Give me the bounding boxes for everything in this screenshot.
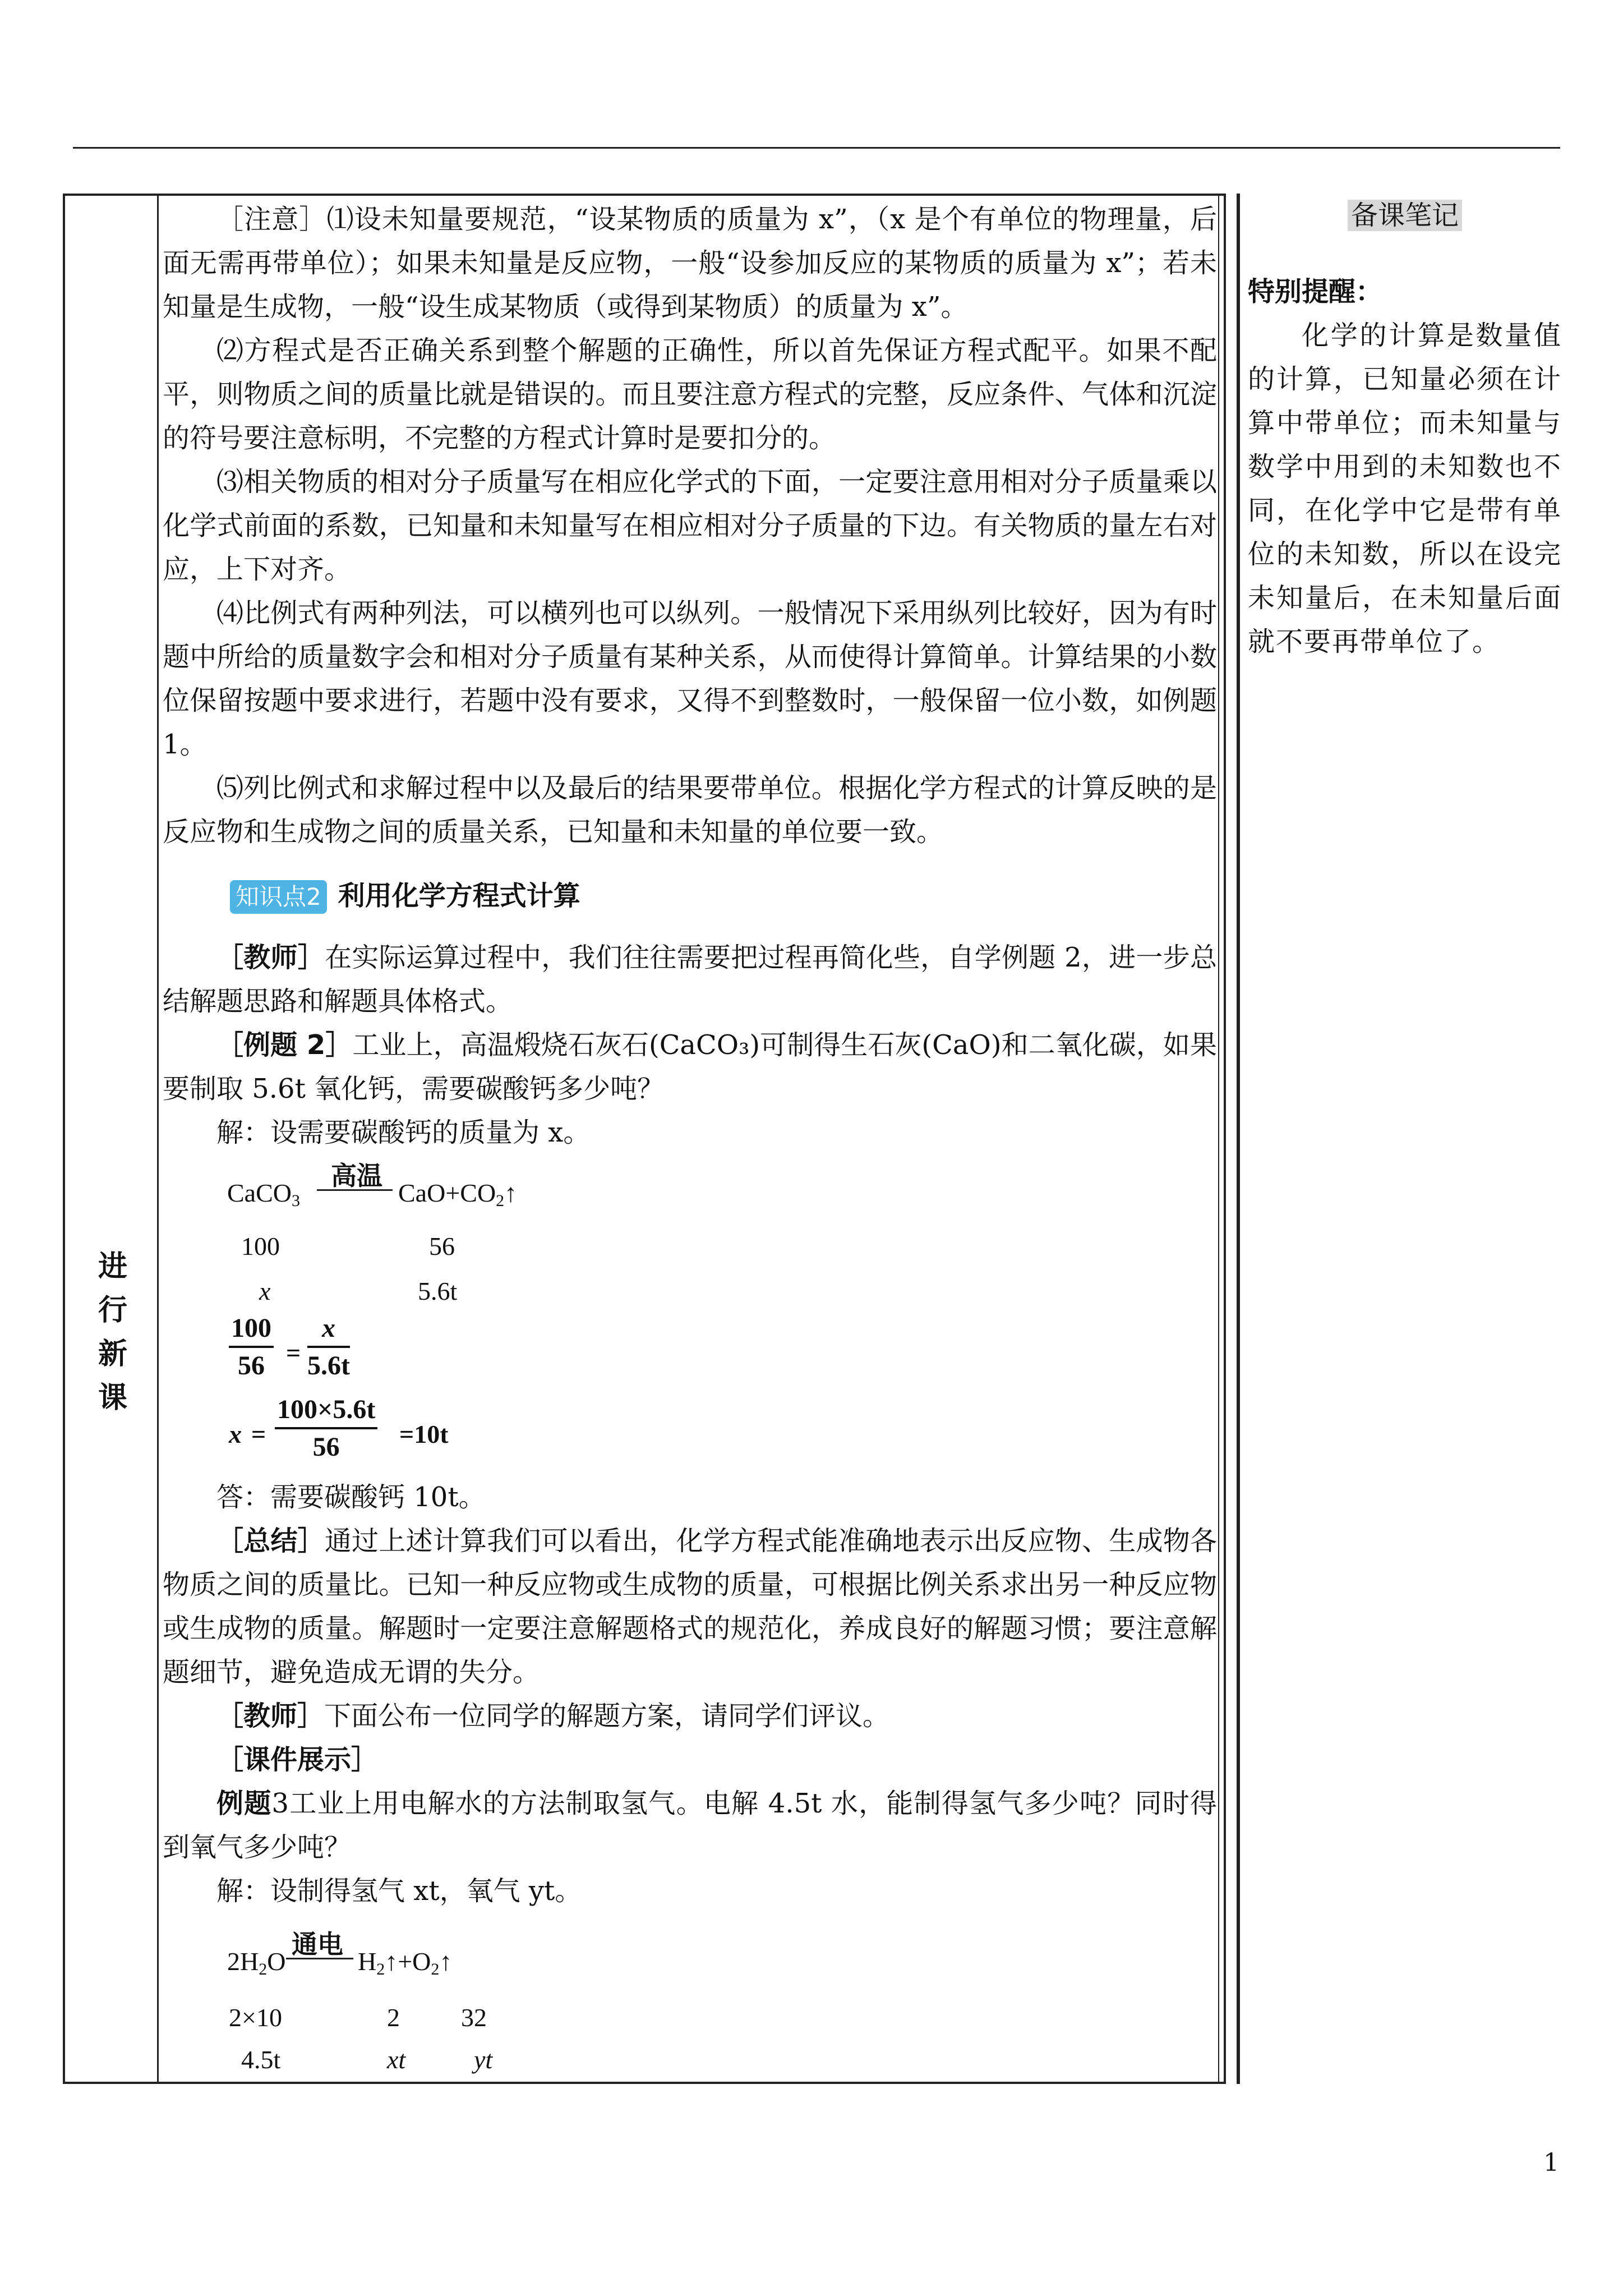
note-paragraph-2: ⑵方程式是否正确关系到整个解题的正确性，所以首先保证方程式配平。如果不配平，则物质之间的质量比就是错误的。而且要注意方程式的完整，反应条件、气体和沉淀的符号要注意标明，不完整的方程式计算时是要扣分的。 xyxy=(163,335,1217,454)
main-content xyxy=(163,194,1217,1154)
knowledge-point-title: 利用化学方程式计算 xyxy=(338,880,580,912)
teacher-text: 在实际运算过程中，我们往往需要把过程再简化些，自学例题 2，进一步总结解题思路和解题具体格式。 xyxy=(163,942,1217,1017)
solve-equals: = xyxy=(251,1420,266,1448)
teacher-tag: ［教师］ xyxy=(216,942,325,973)
equation2-var1: 4.5t xyxy=(241,2045,281,2074)
summary-paragraph xyxy=(163,1519,1217,1694)
equation2-var2: xt xyxy=(387,2045,406,2074)
equation1-mass2: 56 xyxy=(429,1232,455,1260)
notes-column-rule xyxy=(1237,194,1240,2084)
equation2-mass2: 2 xyxy=(387,2003,400,2032)
page-number: 1 xyxy=(1543,2148,1559,2177)
proportion-equals: = xyxy=(286,1338,301,1367)
summary-tag: ［总结］ xyxy=(216,1525,325,1557)
equation1-var2: 5.6t xyxy=(418,1277,458,1305)
notes-tip-text: 化学的计算是数量值的计算，已知量必须在计算中带单位；而未知量与数学中用到的未知数也不同，在化学中它是带有单位的未知数，所以在设完未知量后，在未知量后面就不要再带单位了。 xyxy=(1248,320,1562,657)
example2-tag: ［例题 2］ xyxy=(216,1029,353,1061)
section-label xyxy=(93,1245,132,1420)
knowledge-point-heading xyxy=(230,876,1217,915)
example2-solution: 解：设需要碳酸钙的质量为 x。 xyxy=(216,1117,591,1148)
teacher-tag: ［教师］ xyxy=(216,1700,325,1732)
example2-paragraph xyxy=(163,1023,1217,1111)
equation1-mass1: 100 xyxy=(241,1232,280,1260)
equation1-var1: x xyxy=(259,1277,271,1305)
example3-paragraph xyxy=(163,1782,1217,1869)
equation2-arrow-line xyxy=(286,1958,353,1959)
notes-tip-label: 特别提醒： xyxy=(1248,276,1383,307)
example2-text: 工业上，高温煅烧石灰石(CaCO₃)可制得生石灰(CaO)和二氧化碳，如果要制取 5.6t 氧化钙，需要碳酸钙多少吨？ xyxy=(163,1029,1217,1105)
example3-tag: 例题 xyxy=(216,1788,272,1819)
example3-text: 3工业上用电解水的方法制取氢气。电解 4.5t 水，能制得氢气多少吨？同时得到氧气多少吨？ xyxy=(163,1788,1217,1863)
equation2-mass3: 32 xyxy=(461,2003,487,2032)
equation1-products: $CaO+CO_2↑$ xyxy=(398,1179,518,1210)
notes-column xyxy=(1248,194,1562,664)
equation1-reactant: CaCO$_3$ xyxy=(227,1179,300,1210)
equation2-reactant: $2H_2O$ xyxy=(227,1947,286,1978)
teacher-paragraph-2 xyxy=(163,1694,1217,1738)
header-rule xyxy=(73,147,1560,149)
equation1-arrow-line xyxy=(317,1189,393,1191)
solve-lhs: x xyxy=(229,1420,242,1448)
notes-header: 备课笔记 xyxy=(1248,194,1562,237)
main-content-lower xyxy=(163,1475,1217,1913)
equation1-condition: 高温 xyxy=(331,1161,382,1191)
courseware-paragraph xyxy=(163,1738,1217,1782)
note-paragraph-3: ⑶相关物质的相对分子质量写在相应化学式的下面，一定要注意用相对分子质量乘以化学式前面的系数，已知量和未知量写在相应相对分子质量的下边。有关物质的量左右对应，上下对齐。 xyxy=(163,466,1217,585)
section-label-char: 新 xyxy=(98,1337,127,1371)
summary-text: 通过上述计算我们可以看出，化学方程式能准确地表示出反应物、生成物各物质之间的质量比。已知一种反应物或生成物的质量，可根据比例关系求出另一种反应物或生成物的质量。解题时一定要注意解题格式的规范化，养成良好的解题习惯；要注意解题细节，避免造成无谓的失分。 xyxy=(163,1525,1217,1688)
equation2-var3: yt xyxy=(474,2045,493,2074)
proportion-left: 100 56 xyxy=(229,1313,274,1381)
example3-solution: 解：设制得氢气 xt，氧气 yt。 xyxy=(216,1875,582,1907)
column-divider xyxy=(157,196,159,2082)
knowledge-point-badge: 知识点2 xyxy=(230,880,327,914)
equation2-products: $H_2↑+O_2↑$ xyxy=(358,1947,453,1978)
equation2-mass1: 2×10 xyxy=(229,2003,282,2032)
teacher-paragraph-1 xyxy=(163,936,1217,1023)
table-right-border xyxy=(1218,196,1219,2082)
section-label-char: 课 xyxy=(98,1381,127,1415)
section-label-char: 进 xyxy=(98,1250,127,1283)
solve-result: =10t xyxy=(399,1420,449,1448)
courseware-tag: ［课件展示］ xyxy=(216,1744,379,1775)
teacher-text: 下面公布一位同学的解题方案，请同学们评议。 xyxy=(324,1700,890,1732)
equation2-condition: 通电 xyxy=(292,1929,343,1959)
note-paragraph-1: ［注意］⑴设未知量要规范，“设某物质的质量为 x”，（x 是个有单位的物理量，后面无需再带单位）；如果未知量是反应物，一般“设参加反应的某物质的质量为 x”；若未知量是生成物，一般“设生成某物质（或得到某物质）的质量为 x”。 xyxy=(163,204,1217,323)
note-paragraph-5: ⑸列比例式和求解过程中以及最后的结果要带单位。根据化学方程式的计算反映的是反应物和生成物之间的质量关系，已知量和未知量的单位要一致。 xyxy=(163,772,1217,848)
solve-fraction: 100×5.6t 56 xyxy=(275,1394,377,1462)
example2-answer: 答：需要碳酸钙 10t。 xyxy=(216,1481,486,1513)
note-paragraph-4: ⑷比例式有两种列法，可以横列也可以纵列。一般情况下采用纵列比较好，因为有时题中所给的质量数字会和相对分子质量有某种关系，从而使得计算简单。计算结果的小数位保留按题中要求进行，若题中没有要求，又得不到整数时，一般保留一位小数，如例题 1。 xyxy=(163,597,1217,760)
proportion-right: x 5.6t xyxy=(307,1313,350,1381)
section-label-char: 行 xyxy=(98,1294,127,1327)
